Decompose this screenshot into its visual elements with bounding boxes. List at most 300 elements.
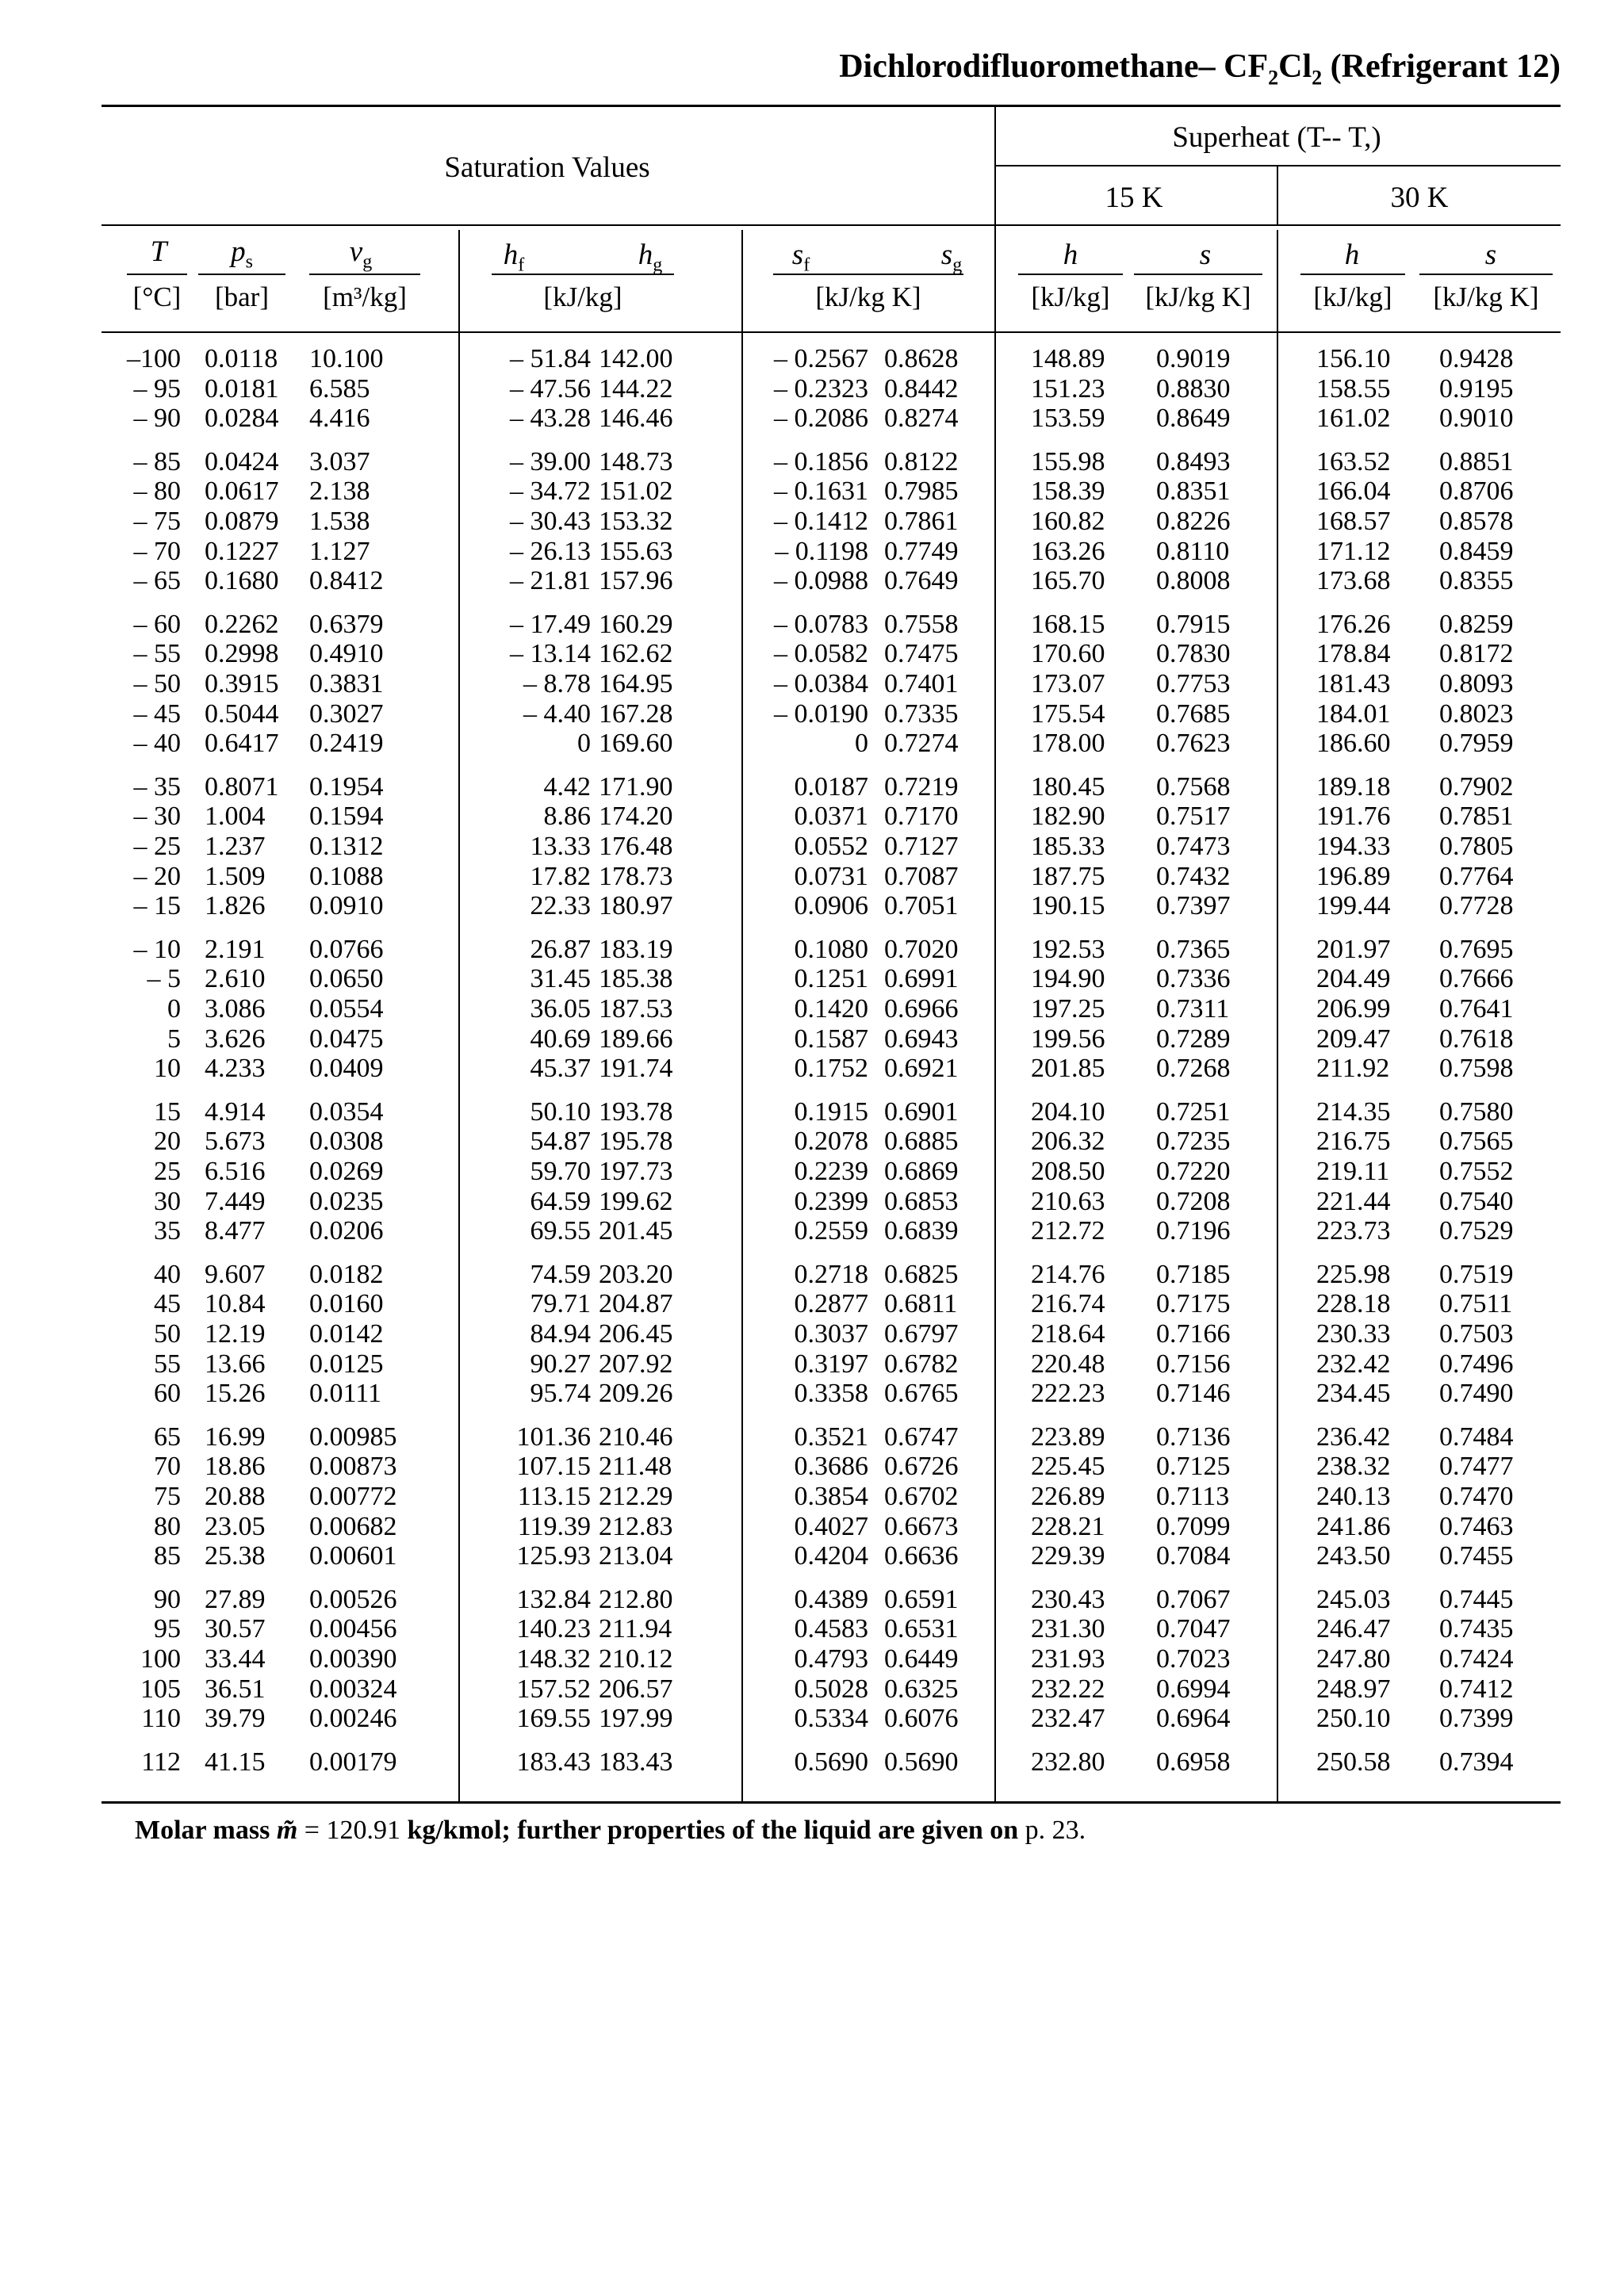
- cell-ps: 39.79: [205, 1704, 266, 1734]
- cell-sf: 0.3521: [794, 1422, 868, 1452]
- cell-h15: 231.93: [1031, 1644, 1105, 1674]
- cell-vg: 0.0206: [309, 1216, 384, 1246]
- cell-hg: 193.78: [599, 1096, 673, 1127]
- cell-T: 90: [154, 1584, 181, 1614]
- unit-h-sat: [kJ/kg]: [492, 274, 674, 313]
- cell-T: – 60: [133, 609, 181, 639]
- cell-sf: 0.3686: [794, 1452, 868, 1482]
- cell-h30: 223.73: [1316, 1216, 1391, 1246]
- cell-vg: 0.8412: [309, 566, 384, 596]
- cell-sg: 0.6966: [884, 994, 959, 1024]
- cell-sf: 0.3197: [794, 1349, 868, 1379]
- cell-s15: 0.7473: [1156, 832, 1231, 861]
- cell-s30: 0.7490: [1439, 1379, 1514, 1409]
- cell-sf: – 0.2567: [774, 344, 868, 373]
- cell-h15: 170.60: [1031, 639, 1105, 669]
- cell-s15: 0.8008: [1156, 566, 1231, 596]
- cell-vg: 0.0111: [309, 1379, 381, 1409]
- cell-hg: 157.96: [599, 566, 673, 596]
- cell-s15: 0.8226: [1156, 507, 1231, 536]
- cell-h15: 208.50: [1031, 1157, 1105, 1186]
- cell-hg: 169.60: [599, 729, 673, 759]
- cell-hf: 74.59: [530, 1259, 591, 1289]
- cell-h15: 204.10: [1031, 1096, 1105, 1127]
- cell-hg: 197.73: [599, 1157, 673, 1186]
- cell-s30: 0.7477: [1439, 1452, 1514, 1482]
- cell-sg: 0.6885: [884, 1127, 959, 1157]
- cell-s15: 0.7915: [1156, 609, 1231, 639]
- cell-ps: 7.449: [205, 1186, 266, 1216]
- cell-T: 105: [140, 1674, 181, 1704]
- cell-vg: 2.138: [309, 476, 370, 507]
- cell-sg: 0.6811: [884, 1289, 958, 1319]
- cell-sg: 0.6531: [884, 1614, 959, 1644]
- cell-h30: 168.57: [1316, 507, 1391, 536]
- cell-h30: 156.10: [1316, 344, 1391, 373]
- cell-hf: 90.27: [530, 1349, 591, 1379]
- cell-s15: 0.7220: [1156, 1157, 1231, 1186]
- cell-sg: 0.6591: [884, 1584, 959, 1614]
- cell-sg: 0.6839: [884, 1216, 959, 1246]
- cell-vg: 0.0766: [309, 934, 384, 964]
- cell-h30: 245.03: [1316, 1584, 1391, 1614]
- cell-T: – 35: [133, 771, 181, 802]
- cell-ps: 10.84: [205, 1289, 266, 1319]
- unit-vg: [m³/kg]: [309, 274, 420, 313]
- cell-T: 100: [140, 1644, 181, 1674]
- cell-s15: 0.7156: [1156, 1349, 1231, 1379]
- cell-vg: 0.00601: [309, 1541, 397, 1571]
- cell-hf: 8.86: [543, 802, 591, 832]
- cell-s30: 0.7618: [1439, 1024, 1514, 1054]
- cell-T: 55: [154, 1349, 181, 1379]
- cell-vg: 0.1594: [309, 802, 384, 832]
- cell-T: – 5: [147, 964, 181, 994]
- cell-s15: 0.7336: [1156, 964, 1231, 994]
- cell-s30: 0.8459: [1439, 536, 1514, 566]
- cell-h15: 220.48: [1031, 1349, 1105, 1379]
- cell-vg: 0.0409: [309, 1054, 384, 1084]
- cell-T: – 20: [133, 861, 181, 891]
- cell-hf: 107.15: [516, 1452, 591, 1482]
- cell-sg: 0.7335: [884, 698, 959, 729]
- cell-sg: 0.6797: [884, 1319, 959, 1349]
- cell-hf: 79.71: [530, 1289, 591, 1319]
- unit-ps: [bar]: [198, 274, 285, 313]
- cell-s30: 0.7399: [1439, 1704, 1514, 1734]
- cell-sf: 0.0371: [794, 802, 868, 832]
- cell-T: – 50: [133, 669, 181, 698]
- unit-T: [°C]: [127, 274, 187, 313]
- cell-hf: 132.84: [516, 1584, 591, 1614]
- cell-hg: 148.73: [599, 446, 673, 476]
- cell-h15: 199.56: [1031, 1024, 1105, 1054]
- cell-T: – 40: [133, 729, 181, 759]
- cell-T: 112: [141, 1747, 181, 1777]
- divider-15k-30k-body: [1277, 230, 1278, 1801]
- cell-ps: 15.26: [205, 1379, 266, 1409]
- footnote: Molar mass m̃ = 120.91 kg/kmol; further properties of the liquid are given on p. 23.: [135, 1816, 1086, 1845]
- cell-sg: 0.7087: [884, 861, 959, 891]
- cell-s15: 0.7175: [1156, 1289, 1231, 1319]
- cell-vg: 0.1312: [309, 832, 384, 861]
- unit-row-bottom-rule: [102, 331, 1561, 333]
- cell-h30: 211.92: [1316, 1054, 1390, 1084]
- cell-T: 30: [154, 1186, 181, 1216]
- cell-s15: 0.7251: [1156, 1096, 1231, 1127]
- cell-T: 65: [154, 1422, 181, 1452]
- cell-h15: 232.47: [1031, 1704, 1105, 1734]
- cell-s30: 0.7455: [1439, 1541, 1514, 1571]
- cell-s30: 0.7424: [1439, 1644, 1514, 1674]
- cell-vg: 0.0269: [309, 1157, 384, 1186]
- cell-hf: 26.87: [530, 934, 591, 964]
- cell-T: – 85: [133, 446, 181, 476]
- cell-ps: 0.0617: [205, 476, 279, 507]
- cell-sg: 0.8274: [884, 404, 959, 434]
- top-rule: [102, 105, 1561, 107]
- cell-h15: 187.75: [1031, 861, 1105, 891]
- cell-hf: 148.32: [516, 1644, 591, 1674]
- cell-h15: 148.89: [1031, 344, 1105, 373]
- cell-h30: 247.80: [1316, 1644, 1391, 1674]
- cell-h30: 240.13: [1316, 1482, 1391, 1511]
- cell-h15: 222.23: [1031, 1379, 1105, 1409]
- col-hf: $h_f$: [503, 239, 525, 276]
- cell-s30: 0.8578: [1439, 507, 1514, 536]
- cell-sf: 0.5334: [794, 1704, 868, 1734]
- cell-ps: 0.0424: [205, 446, 279, 476]
- cell-sg: 0.7219: [884, 771, 959, 802]
- cell-sf: 0.0731: [794, 861, 868, 891]
- cell-T: 80: [154, 1511, 181, 1541]
- cell-ps: 0.8071: [205, 771, 279, 802]
- cell-h15: 178.00: [1031, 729, 1105, 759]
- cell-h15: 192.53: [1031, 934, 1105, 964]
- cell-vg: 0.0182: [309, 1259, 384, 1289]
- cell-h30: 216.75: [1316, 1127, 1391, 1157]
- cell-T: 60: [154, 1379, 181, 1409]
- cell-h15: 180.45: [1031, 771, 1105, 802]
- cell-hg: 185.38: [599, 964, 673, 994]
- cell-ps: 1.237: [205, 832, 266, 861]
- cell-vg: 0.0910: [309, 891, 384, 921]
- cell-sg: 0.7274: [884, 729, 959, 759]
- cell-hg: 201.45: [599, 1216, 673, 1246]
- cell-s30: 0.7529: [1439, 1216, 1514, 1246]
- cell-h30: 189.18: [1316, 771, 1391, 802]
- cell-s15: 0.7166: [1156, 1319, 1231, 1349]
- cell-sf: – 0.1198: [775, 536, 868, 566]
- cell-ps: 9.607: [205, 1259, 266, 1289]
- cell-hf: 69.55: [530, 1216, 591, 1246]
- cell-hg: 155.63: [599, 536, 673, 566]
- cell-T: 35: [154, 1216, 181, 1246]
- cell-h15: 163.26: [1031, 536, 1105, 566]
- cell-vg: 0.00246: [309, 1704, 397, 1734]
- cell-hg: 211.94: [599, 1614, 672, 1644]
- cell-ps: 0.5044: [205, 698, 279, 729]
- cell-ps: 18.86: [205, 1452, 266, 1482]
- cell-vg: 0.0475: [309, 1024, 384, 1054]
- saturation-header: Saturation Values: [444, 151, 650, 184]
- cell-s15: 0.7623: [1156, 729, 1231, 759]
- cell-vg: 0.0308: [309, 1127, 384, 1157]
- cell-hg: 153.32: [599, 507, 673, 536]
- cell-hg: 209.26: [599, 1379, 673, 1409]
- cell-s30: 0.8093: [1439, 669, 1514, 698]
- cell-hg: 189.66: [599, 1024, 673, 1054]
- cell-ps: 6.516: [205, 1157, 266, 1186]
- superheat-30k-header: 30 K: [1390, 182, 1449, 214]
- cell-vg: 0.0650: [309, 964, 384, 994]
- cell-sg: 0.7558: [884, 609, 959, 639]
- cell-sf: 0.4027: [794, 1511, 868, 1541]
- cell-ps: 0.6417: [205, 729, 279, 759]
- cell-vg: 0.0235: [309, 1186, 384, 1216]
- cell-hf: 40.69: [530, 1024, 591, 1054]
- cell-s15: 0.7517: [1156, 802, 1231, 832]
- col-vg: $v_g$: [349, 235, 373, 273]
- cell-hf: – 43.28: [510, 404, 591, 434]
- cell-s30: 0.7666: [1439, 964, 1514, 994]
- cell-h15: 173.07: [1031, 669, 1105, 698]
- cell-vg: 0.6379: [309, 609, 384, 639]
- cell-hf: 101.36: [516, 1422, 591, 1452]
- cell-s30: 0.8355: [1439, 566, 1514, 596]
- cell-h15: 223.89: [1031, 1422, 1105, 1452]
- cell-vg: 4.416: [309, 404, 370, 434]
- cell-hg: 212.29: [599, 1482, 673, 1511]
- cell-h30: 234.45: [1316, 1379, 1391, 1409]
- cell-hf: 50.10: [530, 1096, 591, 1127]
- cell-hg: 151.02: [599, 476, 673, 507]
- cell-T: – 25: [133, 832, 181, 861]
- cell-ps: 12.19: [205, 1319, 266, 1349]
- cell-hf: – 17.49: [510, 609, 591, 639]
- cell-ps: 0.0118: [205, 344, 278, 373]
- cell-s30: 0.7496: [1439, 1349, 1514, 1379]
- cell-h30: 238.32: [1316, 1452, 1391, 1482]
- cell-h15: 165.70: [1031, 566, 1105, 596]
- cell-h15: 212.72: [1031, 1216, 1105, 1246]
- cell-hg: 211.48: [599, 1452, 672, 1482]
- cell-s15: 0.8110: [1156, 536, 1230, 566]
- cell-ps: 0.2262: [205, 609, 279, 639]
- cell-ps: 0.0181: [205, 373, 279, 404]
- col-sf: $s_f$: [791, 239, 810, 276]
- cell-sf: 0.4204: [794, 1541, 868, 1571]
- cell-s15: 0.7113: [1156, 1482, 1230, 1511]
- cell-vg: 0.2419: [309, 729, 384, 759]
- cell-T: 40: [154, 1259, 181, 1289]
- cell-s30: 0.7484: [1439, 1422, 1514, 1452]
- cell-hg: 210.12: [599, 1644, 673, 1674]
- cell-h30: 246.47: [1316, 1614, 1391, 1644]
- cell-T: 45: [154, 1289, 181, 1319]
- cell-vg: 1.538: [309, 507, 370, 536]
- cell-h15: 190.15: [1031, 891, 1105, 921]
- cell-hf: 157.52: [516, 1674, 591, 1704]
- cell-sg: 0.6702: [884, 1482, 959, 1511]
- cell-h30: 186.60: [1316, 729, 1391, 759]
- cell-sf: 0.0906: [794, 891, 868, 921]
- cell-s30: 0.7412: [1439, 1674, 1514, 1704]
- col-h30: h: [1344, 239, 1360, 271]
- cell-sf: 0.1915: [794, 1096, 868, 1127]
- cell-ps: 30.57: [205, 1614, 266, 1644]
- cell-hg: 167.28: [599, 698, 673, 729]
- cell-hf: – 21.81: [510, 566, 591, 596]
- cell-vg: 0.00772: [309, 1482, 397, 1511]
- cell-h15: 194.90: [1031, 964, 1105, 994]
- cell-h15: 158.39: [1031, 476, 1105, 507]
- cell-hf: 36.05: [530, 994, 591, 1024]
- cell-sg: 0.5690: [884, 1747, 959, 1777]
- cell-vg: 0.00985: [309, 1422, 397, 1452]
- cell-hg: 204.87: [599, 1289, 673, 1319]
- cell-sg: 0.7401: [884, 669, 959, 698]
- cell-h15: 232.22: [1031, 1674, 1105, 1704]
- cell-s30: 0.8851: [1439, 446, 1514, 476]
- cell-s15: 0.7365: [1156, 934, 1231, 964]
- cell-h15: 151.23: [1031, 373, 1105, 404]
- cell-sf: 0.0552: [794, 832, 868, 861]
- cell-sf: 0.5028: [794, 1674, 868, 1704]
- col-hg: $h_g$: [638, 239, 663, 276]
- cell-sf: 0.1587: [794, 1024, 868, 1054]
- cell-s30: 0.9195: [1439, 373, 1514, 404]
- cell-h30: 221.44: [1316, 1186, 1391, 1216]
- superheat-header: Superheat (T-- T,): [1172, 121, 1381, 154]
- cell-hf: – 30.43: [510, 507, 591, 536]
- cell-sf: 0.4793: [794, 1644, 868, 1674]
- cell-h30: 232.42: [1316, 1349, 1391, 1379]
- cell-h15: 160.82: [1031, 507, 1105, 536]
- cell-h30: 225.98: [1316, 1259, 1391, 1289]
- superheat-15k-header: 15 K: [1105, 182, 1163, 214]
- cell-ps: 0.2998: [205, 639, 279, 669]
- cell-hg: 203.20: [599, 1259, 673, 1289]
- cell-s15: 0.7289: [1156, 1024, 1231, 1054]
- cell-h30: 181.43: [1316, 669, 1391, 698]
- cell-vg: 0.3831: [309, 669, 384, 698]
- cell-vg: 0.3027: [309, 698, 384, 729]
- cell-h30: 204.49: [1316, 964, 1391, 994]
- cell-sg: 0.6921: [884, 1054, 959, 1084]
- cell-sg: 0.7127: [884, 832, 959, 861]
- cell-s30: 0.8259: [1439, 609, 1514, 639]
- cell-s30: 0.7519: [1439, 1259, 1514, 1289]
- cell-s15: 0.7568: [1156, 771, 1231, 802]
- cell-h30: 178.84: [1316, 639, 1391, 669]
- cell-sg: 0.6765: [884, 1379, 959, 1409]
- cell-T: – 70: [133, 536, 181, 566]
- cell-ps: 16.99: [205, 1422, 266, 1452]
- cell-hg: 213.04: [599, 1541, 673, 1571]
- cell-h15: 216.74: [1031, 1289, 1105, 1319]
- cell-sg: 0.7020: [884, 934, 959, 964]
- cell-s15: 0.7830: [1156, 639, 1231, 669]
- cell-sf: 0.2718: [794, 1259, 868, 1289]
- unit-s15: [kJ/kg K]: [1134, 274, 1262, 313]
- cell-hg: 195.78: [599, 1127, 673, 1157]
- cell-sf: – 0.0384: [774, 669, 868, 698]
- cell-s15: 0.8649: [1156, 404, 1231, 434]
- cell-hg: 191.74: [599, 1054, 673, 1084]
- col-h15: h: [1063, 239, 1078, 271]
- divider-ps-h: [458, 230, 460, 1801]
- cell-ps: 1.004: [205, 802, 266, 832]
- cell-h30: 230.33: [1316, 1319, 1391, 1349]
- cell-ps: 0.0879: [205, 507, 279, 536]
- cell-s15: 0.7397: [1156, 891, 1231, 921]
- cell-hf: 113.15: [517, 1482, 591, 1511]
- cell-s30: 0.8706: [1439, 476, 1514, 507]
- cell-vg: 10.100: [309, 344, 384, 373]
- cell-sg: 0.6673: [884, 1511, 959, 1541]
- cell-sg: 0.8628: [884, 344, 959, 373]
- cell-s30: 0.7540: [1439, 1186, 1514, 1216]
- cell-T: 95: [154, 1614, 181, 1644]
- cell-hf: 54.87: [530, 1127, 591, 1157]
- cell-s15: 0.7067: [1156, 1584, 1231, 1614]
- cell-T: – 65: [133, 566, 181, 596]
- cell-h30: 206.99: [1316, 994, 1391, 1024]
- cell-vg: 6.585: [309, 373, 370, 404]
- cell-hf: – 13.14: [510, 639, 591, 669]
- cell-h30: 191.76: [1316, 802, 1391, 832]
- bottom-rule: [102, 1801, 1561, 1804]
- cell-T: 110: [141, 1704, 181, 1734]
- cell-sg: 0.7649: [884, 566, 959, 596]
- cell-sg: 0.6943: [884, 1024, 959, 1054]
- cell-s30: 0.7565: [1439, 1127, 1514, 1157]
- cell-sg: 0.6449: [884, 1644, 959, 1674]
- cell-hg: 146.46: [599, 404, 673, 434]
- cell-hg: 212.83: [599, 1511, 673, 1541]
- cell-sg: 0.6991: [884, 964, 959, 994]
- cell-s15: 0.7432: [1156, 861, 1231, 891]
- cell-hf: – 47.56: [510, 373, 591, 404]
- cell-s15: 0.7084: [1156, 1541, 1231, 1571]
- cell-hg: 210.46: [599, 1422, 673, 1452]
- cell-sg: 0.8442: [884, 373, 959, 404]
- cell-s15: 0.7208: [1156, 1186, 1231, 1216]
- cell-T: – 15: [133, 891, 181, 921]
- cell-h15: 229.39: [1031, 1541, 1105, 1571]
- cell-sf: 0.2559: [794, 1216, 868, 1246]
- cell-ps: 3.086: [205, 994, 266, 1024]
- cell-sf: – 0.1631: [774, 476, 868, 507]
- cell-ps: 5.673: [205, 1127, 266, 1157]
- cell-hf: – 4.40: [523, 698, 591, 729]
- cell-s15: 0.7685: [1156, 698, 1231, 729]
- cell-sf: 0.3854: [794, 1482, 868, 1511]
- cell-vg: 0.1954: [309, 771, 384, 802]
- cell-h15: 197.25: [1031, 994, 1105, 1024]
- cell-sf: 0.0187: [794, 771, 868, 802]
- cell-h15: 225.45: [1031, 1452, 1105, 1482]
- cell-T: – 80: [133, 476, 181, 507]
- cell-hf: 95.74: [530, 1379, 591, 1409]
- cell-T: –100: [127, 344, 181, 373]
- cell-h15: 230.43: [1031, 1584, 1105, 1614]
- cell-sf: – 0.0190: [774, 698, 868, 729]
- cell-ps: 4.233: [205, 1054, 266, 1084]
- cell-T: – 55: [133, 639, 181, 669]
- cell-hf: – 39.00: [510, 446, 591, 476]
